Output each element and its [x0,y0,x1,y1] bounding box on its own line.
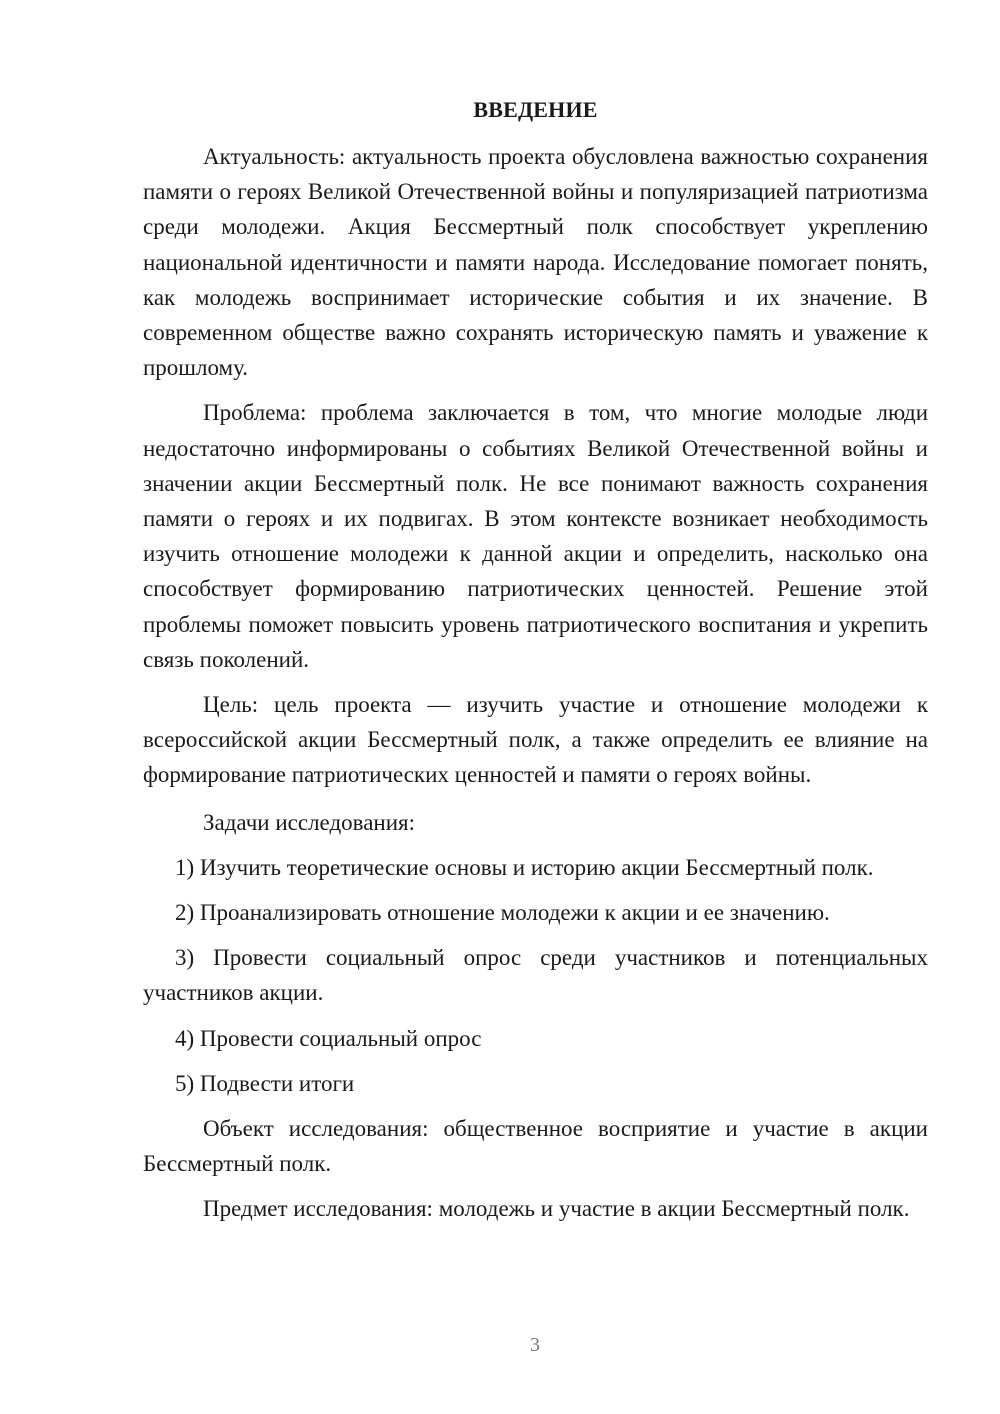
paragraph-problem: Проблема: проблема заключается в том, что многие молодые люди недостаточно информированы о событиях Великой Отечественной войны и значении акции Бессмертный полк. Не все понимают важность сохранения памяти о героях и их подвигах. В этом контексте возникает необходимость изучить отношение молодежи к данной акции и определить, насколько она способствует формированию патриотических ценностей. Решение этой проблемы поможет повысить уровень патриотического воспитания и укрепить связь поколений. [143,400,928,672]
task-item-2: 2) Проанализировать отношение молодежи к акции и ее значению. [175,900,830,926]
task-item-4: 4) Провести социальный опрос [175,1025,482,1051]
page-content [143,94,928,1227]
paragraph-subject: Предмет исследования: молодежь и участие в акции Бессмертный полк. [203,1196,910,1222]
section-title: ВВЕДЕНИЕ [473,97,598,122]
page-number: 3 [530,1334,540,1356]
task-item-1: 1) Изучить теоретические основы и историю акции Бессмертный полк. [175,854,874,880]
paragraph-object: Объект исследования: общественное восприятие и участие в акции Бессмертный полк. [143,1116,928,1177]
paragraph-relevance: Актуальность: актуальность проекта обусловлена важностью сохранения памяти о героях Великой Отечественной войны и популяризацией патриотизма среди молодежи. Акция Бессмертный полк способствует укреплению национальной идентичности и памяти народа. Исследование помогает понять, как молодежь воспринимает исторические события и их значение. В современном обществе важно сохранять историческую память и уважение к прошлому. [143,144,928,381]
paragraph-goal: Цель: цель проекта — изучить участие и отношение молодежи к всероссийской акции Бессмертный полк, а также определить ее влияние на формирование патриотических ценностей и памяти о героях войны. [143,692,928,788]
task-item-3: 3) Провести социальный опрос среди участников и потенциальных участников акции. [143,945,928,1006]
tasks-heading: Задачи исследования: [203,809,416,835]
task-item-5: 5) Подвести итоги [175,1070,355,1096]
